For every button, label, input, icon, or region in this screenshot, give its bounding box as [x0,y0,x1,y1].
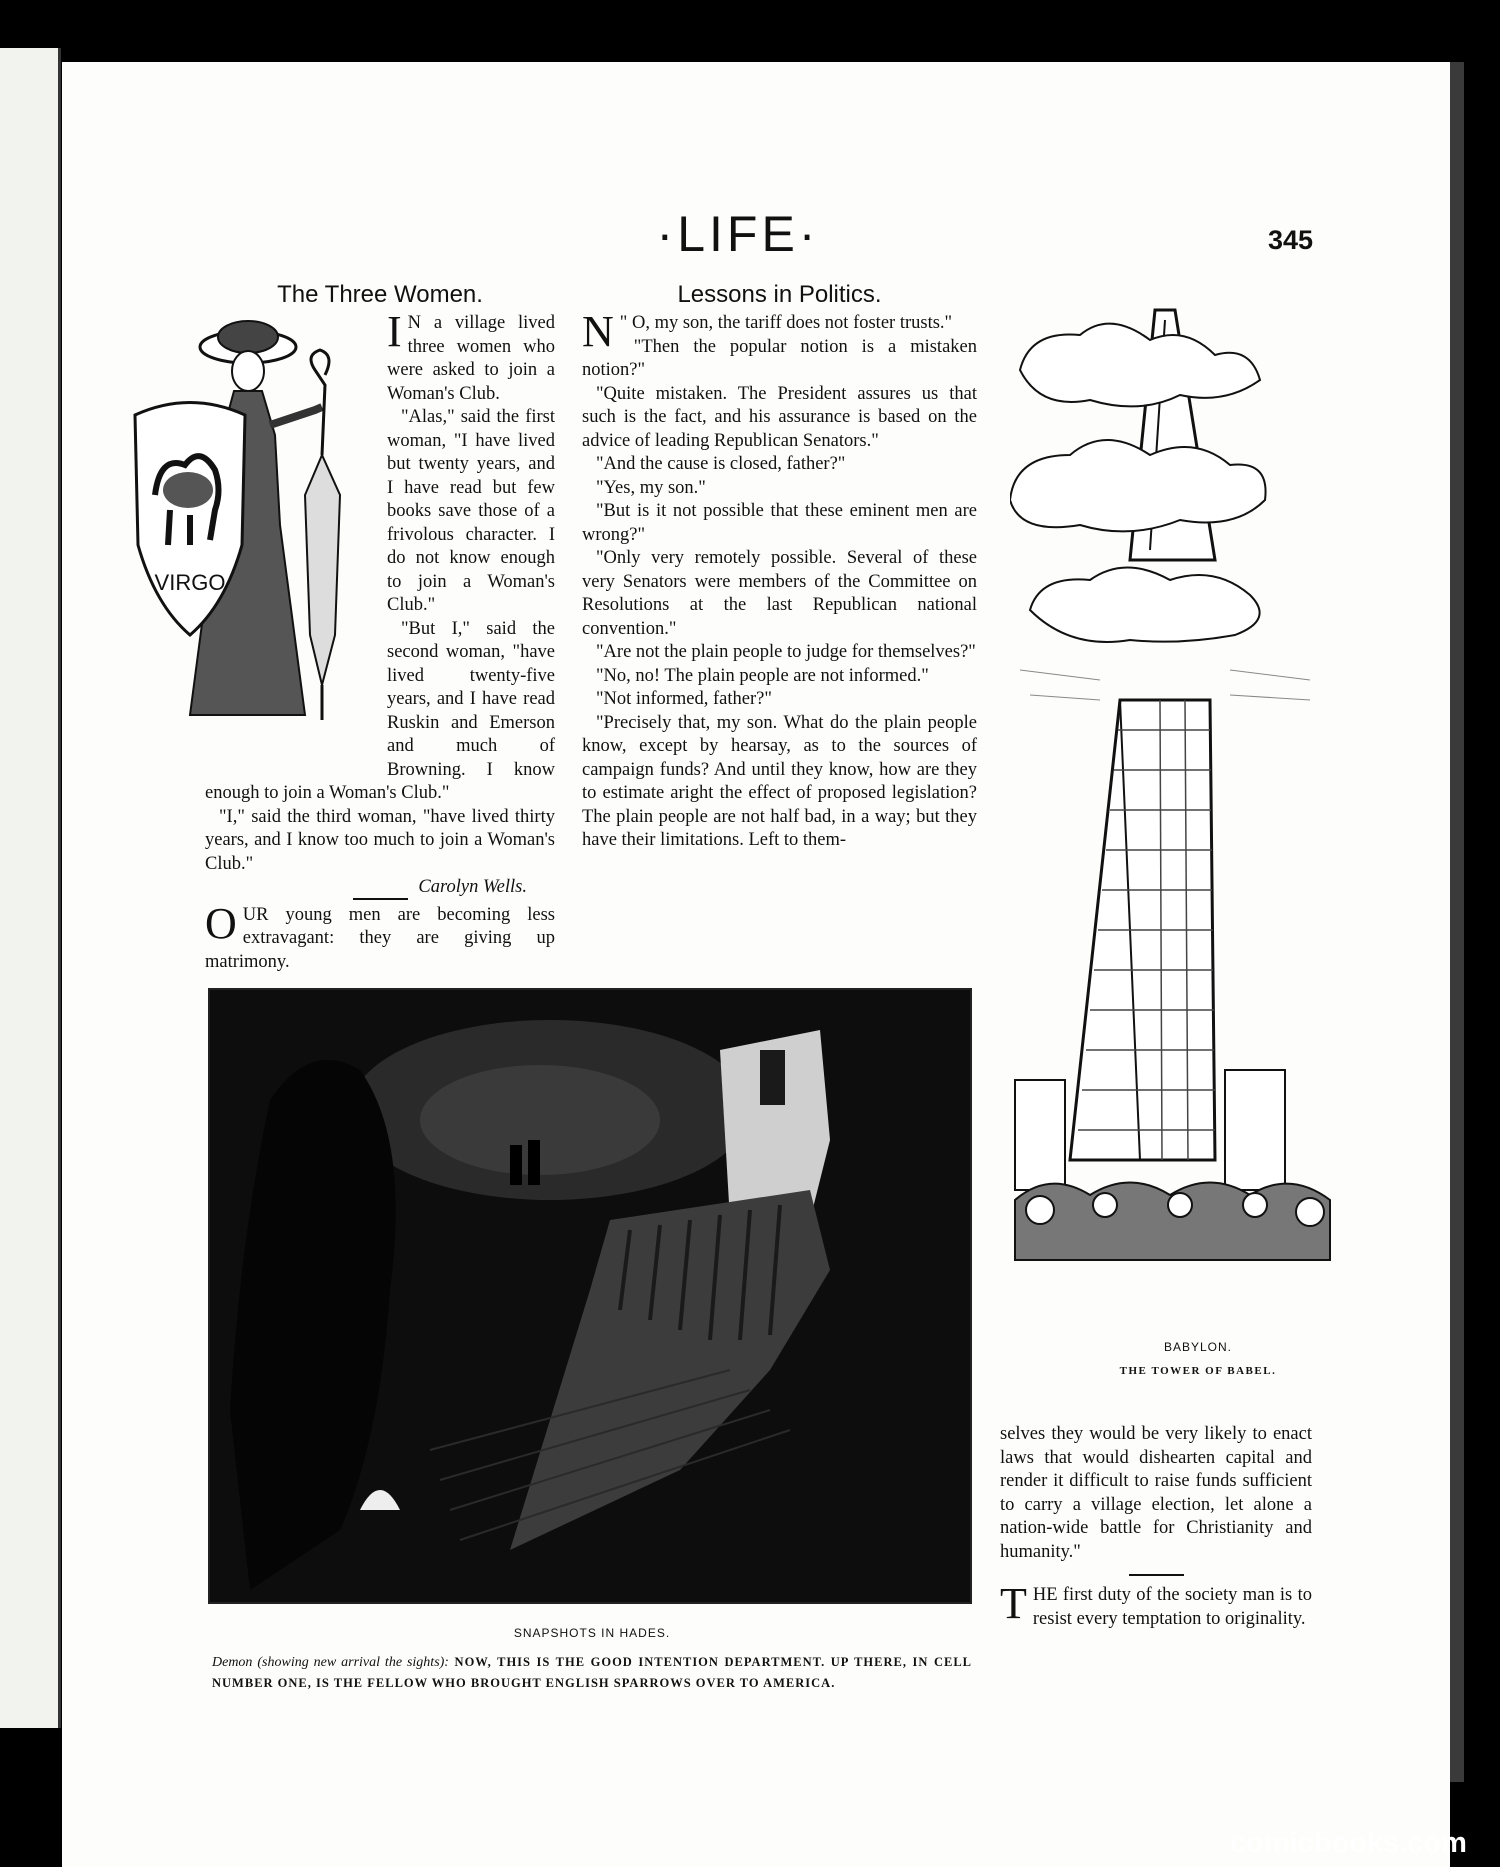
lessons-paragraph: N " O, my son, the tariff does not foster trusts." [582,307,953,356]
three-women-paragraph: "I," said the third woman, "have lived thirty years, and I know too much to join a Woman's Club." [205,806,555,874]
dropcap-o: O [205,898,237,948]
lessons-continuation: selves they would be very likely to enact laws that would dishearten capital and render it difficult to raise funds sufficient to carry a village election, let alone a nation-wide battle for Christianity and humanity." [1000,1424,1312,1562]
lessons-paragraph: "But is it not possible that these eminent men are wrong?" [582,501,977,545]
lessons-paragraph: "No, no! The plain people are not informed." [596,665,929,686]
lessons-title: Lessons in Politics. [677,281,882,308]
tower-of-babel-illustration [1010,300,1340,1320]
page-binding-edge [1450,62,1464,1782]
divider [353,898,408,900]
masthead: ·LIFE· [656,206,820,262]
lessons-paragraph: "Yes, my son." [596,477,706,498]
three-women-title: The Three Women. [277,281,483,308]
lessons-paragraph: "Only very remotely possible. Several of these very Senators were members of the Committee on Resolutions at the last Republican national convention." [582,548,977,639]
lessons-paragraph: "Then the popular notion is a mistaken notion?" [582,336,977,380]
hades-caption-text: NOW, THIS IS THE GOOD INTENTION DEPARTMENT. UP THERE, IN CELL NUMBER ONE, IS THE FELLOW WHO BROUGHT ENGLISH SPARROWS OVER TO AMERICA. [212,1655,972,1690]
society-paragraph: THE first duty of the society man is to resist every temptation to originality. [1000,1579,1312,1629]
lessons-paragraph: "Are not the plain people to judge for themselves?" [596,642,976,662]
facing-page-edge [0,48,61,1728]
lessons-paragraph: "Precisely that, my son. What do the plain people know, except by hearsay, as to the sources of campaign funds? And until they know, how are they to estimate aright the effect of proposed legislation? The plain people are not half bad, in a way; but they have their limitations. Left to them- [582,712,977,850]
lessons-column [582,280,977,853]
shield-label: VIRGO [154,570,226,595]
lessons-paragraph: "And the cause is closed, father?" [596,454,846,474]
hades-caption [212,1652,972,1693]
watermark: comicbooks.com [1230,1827,1467,1859]
snapshots-in-hades-illustration [208,988,972,1604]
lessons-paragraph: "Not informed, father?" [596,689,772,709]
page-number: 345 [1268,225,1314,255]
babylon-caption-subtitle: THE TOWER OF BABEL. [1119,1365,1277,1377]
lessons-paragraph: "Quite mistaken. The President assures us that such is the fact, and his assurance is based on the advice of leading Republican Senators." [582,383,977,451]
virgo-woman-illustration [130,295,380,735]
three-women-paragraph: "Alas," said the first woman, "I have lived but twenty years, and I have read but few books save those of a frivolous character. I do not know enough to join a Woman's Club." [387,407,555,615]
three-women-paragraph: "But I," said the second woman, "have lived twenty-five years, and I have read Ruskin and Emerson and much of Browning. I know enough to join a Woman's Club." [205,618,555,803]
hades-speaker: Demon (showing new arrival the sights): [212,1655,449,1670]
dropcap-n: N [582,307,614,356]
divider [1129,1574,1184,1576]
three-women-paragraph: I N a village lived three women who were asked to join a Woman's Club. [387,307,555,404]
young-men-paragraph: OUR young men are becoming less extravagant: they are giving up matrimony. [205,898,555,972]
dropcap-t: T [1000,1579,1027,1628]
lessons-continuation-column [1000,1423,1312,1631]
babylon-caption-title: BABYLON. [1163,1340,1233,1354]
byline: Carolyn Wells. [418,877,527,897]
dropcap-i: I [387,307,402,356]
hades-caption-title: SNAPSHOTS IN HADES. [513,1626,671,1640]
